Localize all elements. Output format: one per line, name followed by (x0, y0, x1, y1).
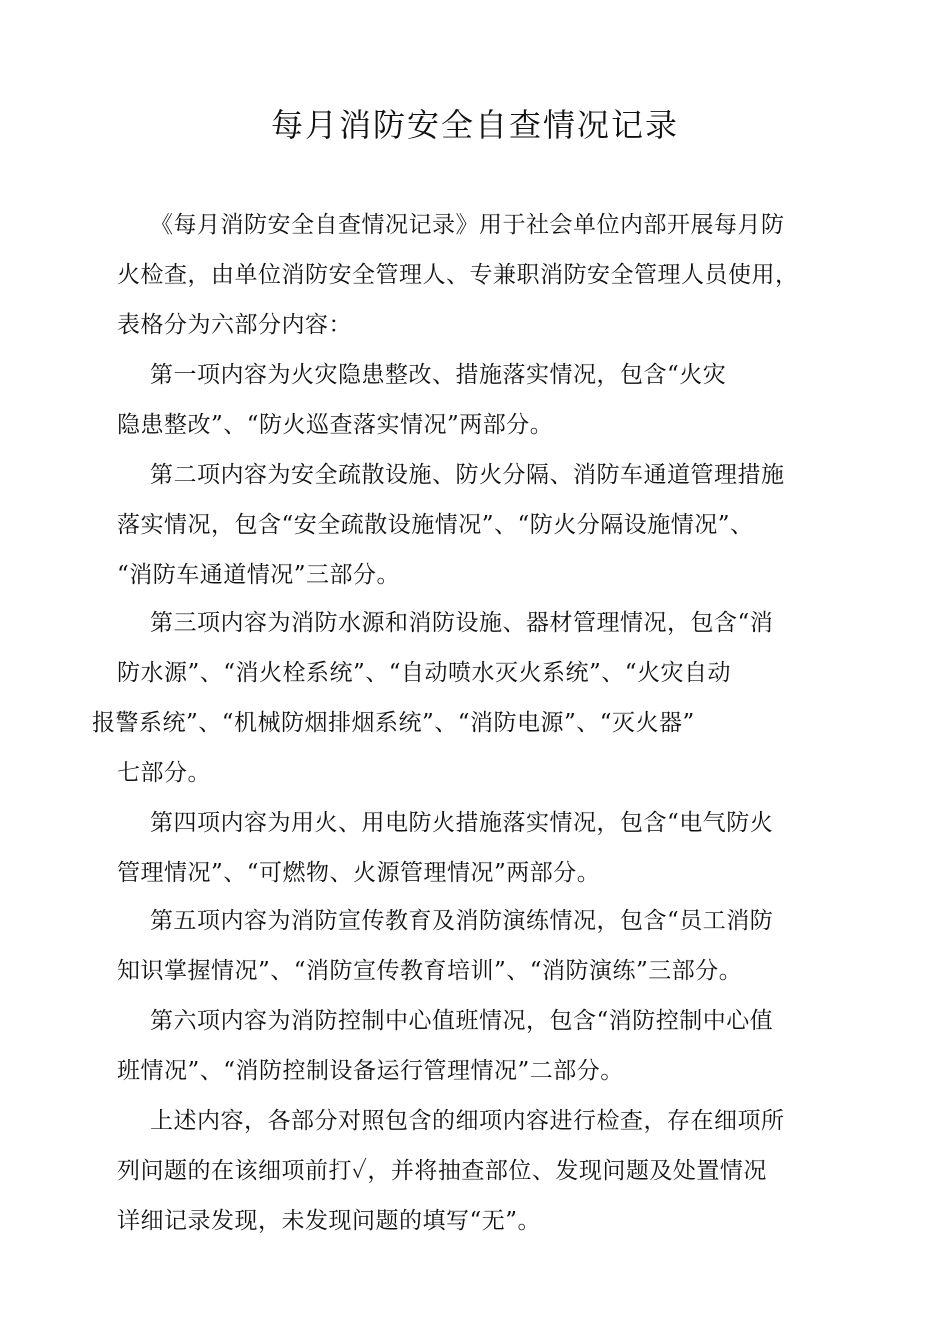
text-line: 火检查，由单位消防安全管理人、专兼职消防安全管理人员使用， (117, 262, 799, 288)
text-line: 第三项内容为消防水源和消防设施、器材管理情况，包含“消 (150, 610, 774, 636)
text-line: “消防车通道情况”三部分。 (117, 562, 401, 588)
text-line: 《每月消防安全自查情况记录》用于社会单位内部开展每月防 (150, 212, 785, 238)
text-line: 班情况”、“消防控制设备运行管理情况”二部分。 (117, 1058, 624, 1084)
text-line: 防水源”、“消火栓系统”、“自动喷水灭火系统”、“火灾自动 (117, 660, 732, 686)
text-line: 第六项内容为消防控制中心值班情况，包含“消防控制中心值 (150, 1008, 774, 1034)
text-line: 表格分为六部分内容： (117, 312, 352, 338)
text-line: 报警系统”、“机械防烟排烟系统”、“消防电源”、“灭火器” (92, 710, 695, 736)
text-line: 知识掌握情况”、“消防宣传教育培训”、“消防演练”三部分。 (117, 958, 743, 984)
text-line: 第一项内容为火灾隐患整改、措施落实情况，包含“火灾 (150, 362, 727, 388)
text-line: 详细记录发现，未发现问题的填写“无”。 (117, 1208, 542, 1234)
text-line: 七部分。 (117, 760, 211, 786)
text-line: 列问题的在该细项前打✓，并将抽查部位、发现问题及处置情况 (117, 1158, 767, 1184)
text-line: 第四项内容为用火、用电防火措施落实情况，包含“电气防火 (150, 810, 774, 836)
text-line: 落实情况，包含“安全疏散设施情况”、“防火分隔设施情况”、 (117, 512, 754, 538)
text-line: 隐患整改”、“防火巡查落实情况”两部分。 (117, 412, 554, 438)
text-line: 管理情况”、“可燃物、火源管理情况”两部分。 (117, 860, 601, 886)
text-line: 第五项内容为消防宣传教育及消防演练情况，包含“员工消防 (150, 908, 774, 934)
document-title: 每月消防安全自查情况记录 (270, 106, 679, 144)
text-line: 第二项内容为安全疏散设施、防火分隔、消防车通道管理措施 (150, 462, 785, 488)
text-line: 上述内容，各部分对照包含的细项内容进行检查，存在细项所 (150, 1108, 785, 1134)
